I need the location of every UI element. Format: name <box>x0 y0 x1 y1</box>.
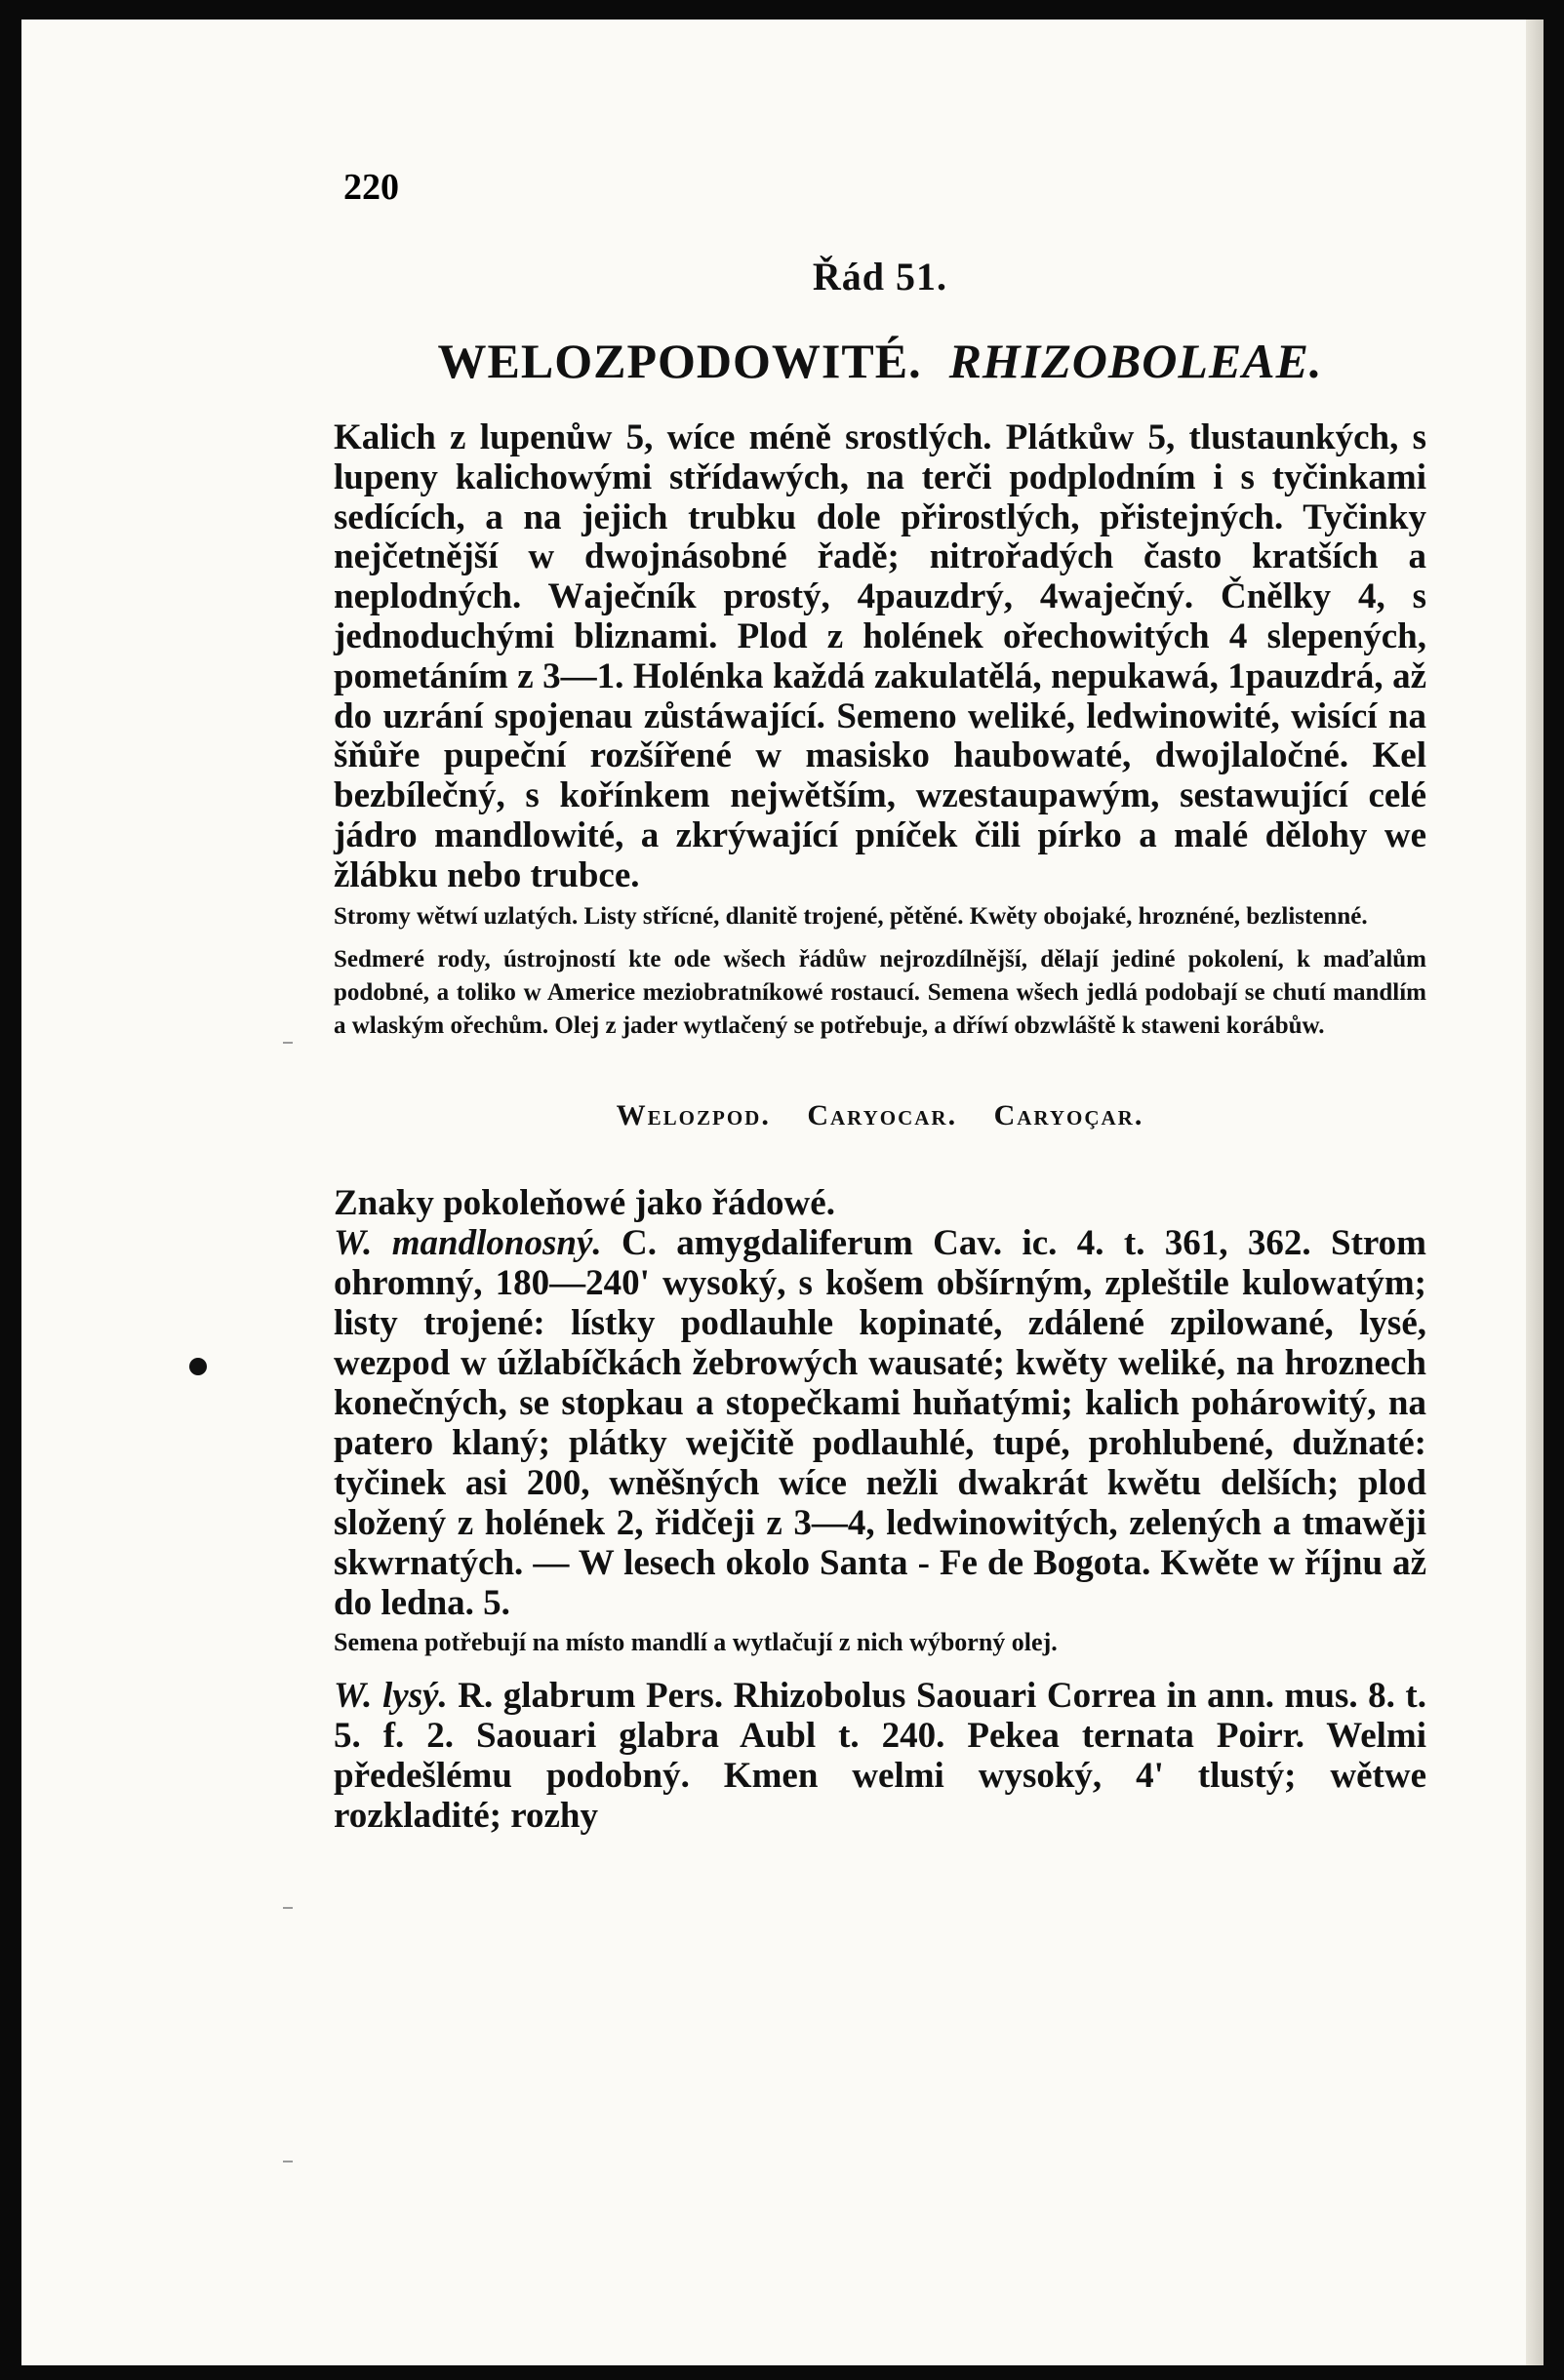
general-note: Sedmeré rody, ústrojností kte ode wšech řádůw nejrozdílnější, dělají jediné pokolení, k maďalům podobné, a toliko w Americe meziobratníkowé rostaucí. Semena wšech jedlá podobají se chutí mandlím a wlaským ořechům. Olej z jader wytlačený se potřebuje, a dříwí obzwláště k staweni korábůw. <box>334 945 1426 1039</box>
species-1-note: Semena potřebují na místo mandlí a wytlačují z nich wýborný olej. <box>334 1627 1058 1656</box>
species-entry-1 <box>334 1223 1426 1623</box>
family-latin: RHIZOBOLEAE. <box>948 334 1323 388</box>
habit-note: Stromy wětwí uzlatých. Listy střícné, dlanitě trojené, pětěné. Kwěty obojaké, hroznéné, bezlistenné. <box>334 902 1368 930</box>
family-czech: WELOZPODOWITÉ. <box>437 334 922 388</box>
margin-tick <box>283 1042 293 1044</box>
species-2-text: R. glabrum Pers. Rhizobolus Saouari Correa in ann. mus. 8. t. 5. f. 2. Saouari glabra Aubl t. 240. Pekea ternata Poirr. Welmi předešlému podobný. Kmen welmi wysoký, 4' tlustý; wětwe rozkladité; rozhy <box>334 1675 1426 1836</box>
species-1-name: W. mandlonosný. <box>334 1222 602 1263</box>
species-2-name: W. lysý. <box>334 1675 448 1716</box>
family-heading <box>334 333 1426 389</box>
genus-french: Caryoçar. <box>993 1098 1144 1131</box>
species-entry-2 <box>334 1676 1426 1836</box>
margin-tick <box>283 1907 293 1909</box>
genus-heading <box>334 1099 1426 1132</box>
margin-tick <box>283 2161 293 2162</box>
page-edge <box>1526 20 1544 2365</box>
page-number: 220 <box>343 167 399 208</box>
order-heading: Řád 51. <box>812 255 948 298</box>
genus-latin: Caryocar. <box>807 1098 958 1131</box>
genus-character: Znaky pokoleňowé jako řádowé. <box>334 1182 835 1223</box>
species-1-text: C. amygdaliferum Cav. ic. 4. t. 361, 362. Strom ohromný, 180—240' wysoký, s košem obšírným, zpleštile kulowatým; listy trojené: lístky podlauhle kopinaté, zdálené zpilowané, lysé, wezpod w úžlabíčkách žebrowých wausaté; kwěty weliké, na hroznech konečných, se stopkau a stopečkami huňatými; kalich pohárowitý, na patero klaný; plátky wejčitě podlauhlé, tupé, prohlubené, dužnaté: tyčinek asi 200, wněšných wíce nežli dwakrát kwětu delších; plod složený z holének 2, řidčeji z 3—4, ledwinowitých, zelených a tmawěji skwrnatých. — W lesech okolo Santa - Fe de Bogota. Kwěte w říjnu až do ledna. 5. <box>334 1222 1426 1623</box>
genus-czech: Welozpod. <box>616 1098 771 1131</box>
page-content <box>334 166 1426 1836</box>
family-description: Kalich z lupenůw 5, wíce méně srostlých. Plátkůw 5, tlustaunkých, s lupeny kalichowými střídawých, na terči podplodním i s tyčinkami sedících, a na jejich trubku dole přirostlých, přistejných. Tyčinky nejčetnější w dwojnásobné řadě; nitrořadých často kratších a neplodných. Wаječník prostý, 4pauzdrý, 4wаječný. Čnělky 4, s jednoduchými bliznami. Plod z holének ořechowitých 4 slepených, pometáním z 3—1. Holénka každá zakulatělá, nepukawá, 1pauzdrá, až do uzrání spojenau zůstáwající. Semeno weliké, ledwinowité, wisící na šňůře pupeční rozšířené w masisko haubowaté, dwojlaločné. Kel bezbílečný, s kořínkem nejwětším, wzestaupawým, sestawující celé jádro mandlowité, a zkrýwající pníček čili pírko a malé dělohy we žlábku nebo trubce. <box>334 417 1426 895</box>
margin-dot <box>189 1358 207 1375</box>
book-page <box>21 20 1544 2365</box>
